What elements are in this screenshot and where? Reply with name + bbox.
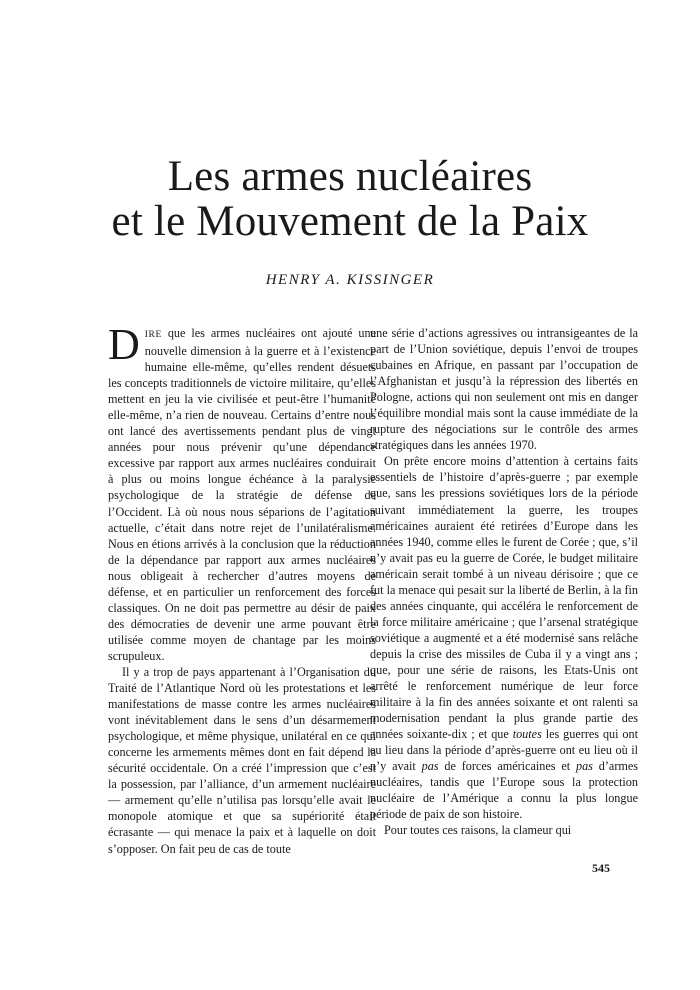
paragraph-3: une série d’actions agressives ou intransigeantes de la part de l’Union soviétique, depuis l’envoi de troupes cubaines en Afrique, en passant par l’occupation de l’Afghanistan et jusqu’à la répression des libertés en Pologne, actions qui non seulement ont mis en danger l’équilibre mondial mais sont la cause immédiate de la rupture des négociations sur le contrôle des armes stratégiques dans les années 1970. (370, 326, 638, 453)
paragraph-4-part-d: d’armes nucléaires, tandis que l’Europe sous la protection nucléaire de l’Amérique a connu la plus longue période de paix de son histoire. (370, 759, 639, 822)
paragraph-4-part-a: On prête encore moins d’attention à certains faits essentiels de l’histoire d’après-guerre ; par exemple que, sans les pressions soviétiques lors de la période suivant immédiatement la guerre, les troupes américaines auraient été retirées d’Europe dans les années 1940, comme elles le furent de Corée ; que, s’il n’y avait pas eu la guerre de Corée, le budget militaire américain serait tombé à un niveau dérisoire ; que ce fut la menace qui pesait sur la liberté de Berlin, à la fin des années cinquante, qui accéléra le renforcement de la force militaire américaine ; que l’arsenal stratégique soviétique a augmenté et a été modernisé sans relâche depuis la crise des missiles de Cuba il y a vingt ans ; que, pour une série de raisons, les Etats-Unis ont arrêté le renforcement numérique de leur force militaire à la fin des années soixante et ont ralenti sa modernisation pendant la plus grande partie des années soixante-dix ; et que (370, 454, 638, 742)
title-line-2: et le Mouvement de la Paix (111, 198, 589, 245)
text-column-right (370, 325, 638, 839)
paragraph-2: Il y a trop de pays appartenant à l’Organisation du Traité de l’Atlantique Nord où les protestations et les manifestations de masse contre les armes nucléaires vont inévitablement dans le sens d’un désarmement psychologique, et même physique, unilatéral en ce qui concerne les armements mêmes dont en fait dépend la sécurité occidentale. On a créé l’impression que c’est la possession, par l’alliance, d’un armement nucléaire — armement qu’elle n’utilisa pas lorsqu’elle avait le monopole atomique et que sa supériorité était écrasante — qui menace la paix et à laquelle on doit s’opposer. On fait peu de cas de toute (108, 664, 376, 856)
paragraph-4-part-b: les guerres qui ont eu lieu dans la période d’après-guerre ont eu lieu où il n’y avait (370, 727, 638, 774)
paragraph-1 (108, 320, 376, 664)
lead-smallcaps: IRE (144, 330, 162, 340)
emphasis-pas-1: pas (421, 759, 439, 774)
emphasis-toutes: toutes (512, 727, 542, 742)
paragraph-4-part-c: de forces américaines et (438, 759, 576, 774)
text-column-left (108, 320, 376, 857)
emphasis-pas-2: pas (575, 759, 593, 774)
paragraph-1-text: que les armes nucléaires ont ajouté une nouvelle dimension à la guerre et à l’existence humaine elle-même, qu’elles rendent désuets les concepts traditionnels de victoire militaire, qu’elles mettent en jeu la vie civilisée et peut-être l’humanité elle-même, n’a rien de nouveau. Certains d’entre nous ont lancé des avertissements pendant plus de vingt années pour nous prévenir qu’une dépendance excessive par rapport aux armes nucléaires conduirait à plus ou moins longue échéance à la paralysie psychologique de la stratégie de défense de l’Occident. Là où nous nous séparions de l’agitation actuelle, c’était dans notre rejet de l’unilatéralisme. Nous en étions arrivés à la conclusion que la réduction de la dépendance par rapport aux armes nucléaires nous obligeait à rechercher d’autres moyens de défense, et en particulier un renforcement des forces classiques. On ne doit pas permettre au désir de paix des démocraties de devenir une arme pouvant être utilisée comme moyen de chantage par les moins scrupuleux. (108, 326, 376, 663)
author-name: HENRY A. KISSINGER (265, 272, 435, 288)
paragraph-4 (370, 453, 638, 822)
drop-cap: D (108, 320, 140, 369)
paragraph-5: Pour toutes ces raisons, la clameur qui (384, 823, 572, 838)
page-number: 545 (592, 861, 610, 875)
title-line-1: Les armes nucléaires (167, 153, 533, 200)
